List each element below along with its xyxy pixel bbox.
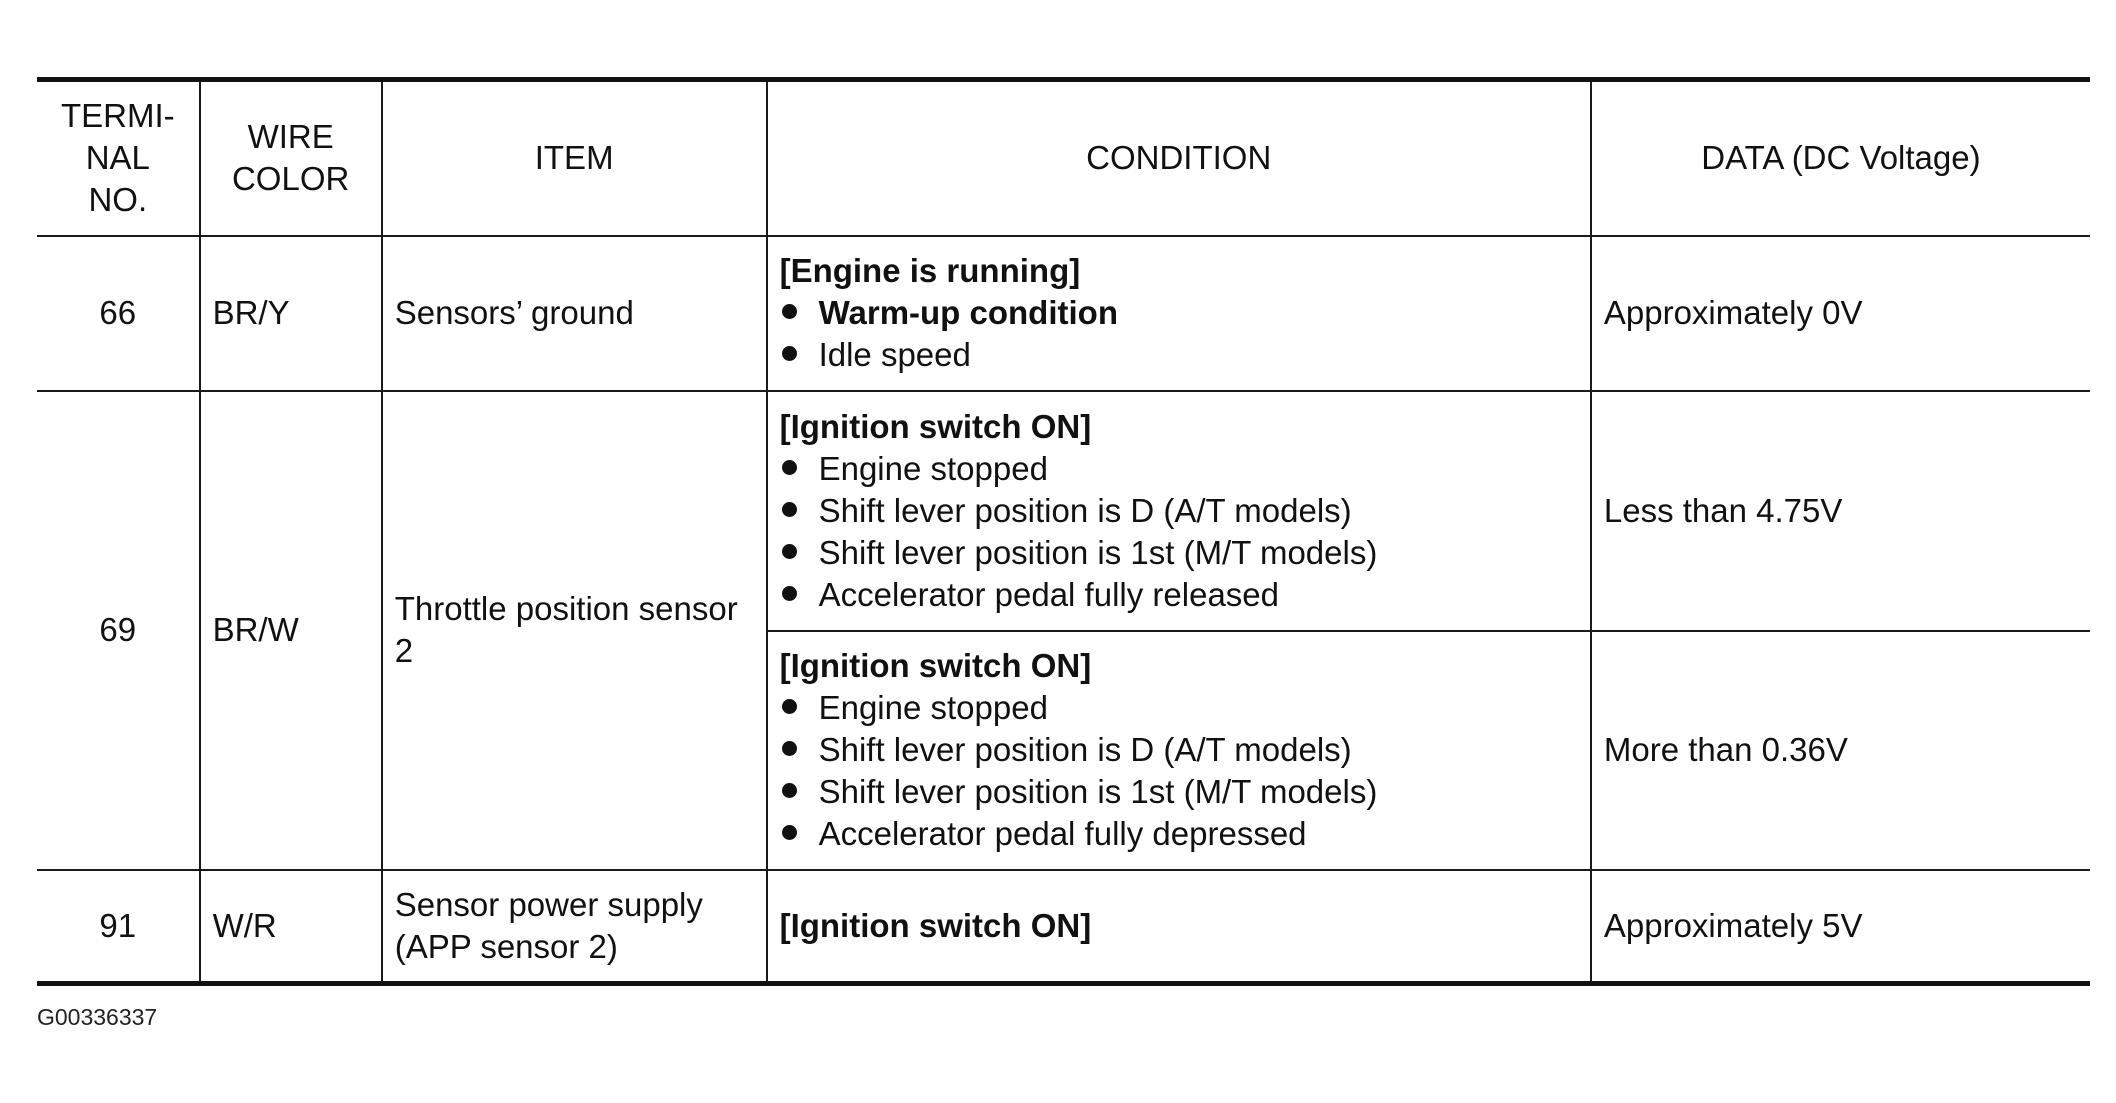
cell-wire-color: W/R xyxy=(200,870,382,984)
figure-id-label: G00336337 xyxy=(37,1004,158,1030)
condition-list-item xyxy=(780,490,1578,532)
condition-list-item xyxy=(780,532,1578,574)
condition-title: [Engine is running] xyxy=(779,252,1081,289)
cell-data: More than 0.36V xyxy=(1591,631,2090,870)
condition-text: Engine stopped xyxy=(818,689,1048,726)
condition-list-item xyxy=(780,334,1578,376)
condition-text: Shift lever position is D (A/T models) xyxy=(818,491,1352,529)
condition-text: Shift lever position is 1st (M/T models) xyxy=(818,773,1378,810)
table-row-terminal-91 xyxy=(37,870,2090,984)
condition-list-item xyxy=(780,729,1578,771)
bullet-icon xyxy=(782,699,797,714)
cell-wire-color: BR/Y xyxy=(200,236,382,391)
cell-item: Sensor power supply (APP sensor 2) xyxy=(382,870,767,984)
bullet-icon xyxy=(782,346,797,361)
bullet-icon xyxy=(782,544,797,559)
cell-condition xyxy=(767,870,1591,984)
condition-title: [Ignition switch ON] xyxy=(779,906,1092,944)
cell-terminal-no: 69 xyxy=(37,391,200,870)
header-condition: CONDITION xyxy=(767,80,1591,236)
condition-text: Engine stopped xyxy=(818,449,1048,487)
cell-terminal-no: 66 xyxy=(37,236,200,391)
condition-title: [Ignition switch ON] xyxy=(779,647,1092,684)
condition-text: Accelerator pedal fully depressed xyxy=(818,815,1307,852)
cell-data: Approximately 0V xyxy=(1591,236,2090,391)
header-row xyxy=(37,80,2090,236)
bullet-icon xyxy=(782,502,797,517)
cell-item: Throttle position sensor 2 xyxy=(382,391,767,870)
cell-terminal-no: 91 xyxy=(37,870,200,984)
cell-condition xyxy=(767,391,1591,631)
condition-list-item xyxy=(780,448,1578,490)
table-row-terminal-66 xyxy=(37,236,2090,391)
condition-list-item xyxy=(780,813,1578,855)
condition-text: Shift lever position is 1st (M/T models) xyxy=(818,533,1378,571)
bullet-icon xyxy=(782,783,797,798)
header-data: DATA (DC Voltage) xyxy=(1591,80,2090,236)
bullet-icon xyxy=(782,304,797,319)
condition-text: Accelerator pedal fully released xyxy=(818,575,1279,613)
bullet-icon xyxy=(782,586,797,601)
cell-data: Approximately 5V xyxy=(1591,870,2090,984)
cell-data: Less than 4.75V xyxy=(1591,391,2090,631)
condition-list xyxy=(780,292,1578,376)
condition-text: Idle speed xyxy=(818,336,971,373)
header-item: ITEM xyxy=(382,80,767,236)
condition-list-item xyxy=(780,771,1578,813)
ecm-terminal-table xyxy=(37,77,2090,986)
table-row-terminal-69 xyxy=(37,391,2090,631)
condition-list-item xyxy=(780,292,1578,334)
bullet-icon xyxy=(782,460,797,475)
cell-item: Sensors’ ground xyxy=(382,236,767,391)
header-terminal-no: TERMI- NAL NO. xyxy=(37,80,200,236)
condition-list xyxy=(780,687,1578,855)
cell-wire-color: BR/W xyxy=(200,391,382,870)
condition-list-item xyxy=(780,574,1578,616)
condition-list xyxy=(780,448,1578,616)
header-wire-color: WIRE COLOR xyxy=(200,80,382,236)
condition-list-item xyxy=(780,687,1578,729)
cell-condition xyxy=(767,236,1591,391)
condition-text: Warm-up condition xyxy=(818,294,1118,331)
cell-condition xyxy=(767,631,1591,870)
condition-text: Shift lever position is D (A/T models) xyxy=(818,731,1352,768)
bullet-icon xyxy=(782,741,797,756)
bullet-icon xyxy=(782,825,797,840)
condition-title: [Ignition switch ON] xyxy=(779,407,1092,445)
